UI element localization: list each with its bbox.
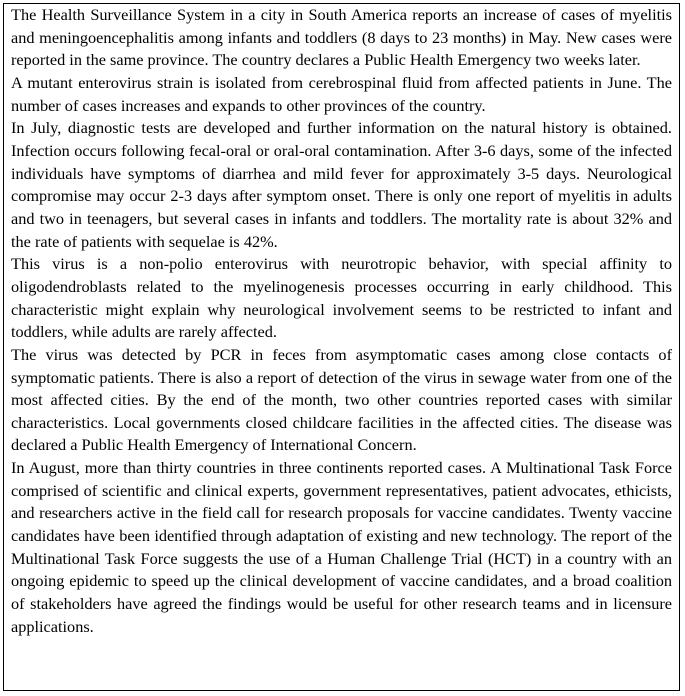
paragraph-virus-characteristics: This virus is a non-polio enterovirus with neurotropic behavior, with special affinity to oligodendroblasts related to the myelinogenesis processes occurring in early childhood. This characteristic might explain why neurological involvement seems to be restricted to infant and toddlers, while adults are rarely affected.	[11, 254, 672, 342]
paragraph-may-outbreak: The Health Surveillance System in a city in South America reports an increase of cases of myelitis and meningoencephalitis among infants and toddlers (8 days to 23 months) in May. New cases were reported in the same province. The country declares a Public Health Emergency two weeks later.	[11, 5, 672, 70]
scenario-text-box	[3, 3, 680, 691]
paragraph-pcr-detection: The virus was detected by PCR in feces from asymptomatic cases among close contacts of symptomatic patients. There is also a report of detection of the virus in sewage water from one of the most affected cities. By the end of the month, two other countries reported cases with similar characteristics. Local governments closed childcare facilities in the affected cities. The disease was declared a Public Health Emergency of International Concern.	[11, 344, 672, 455]
paragraph-june-strain: A mutant enterovirus strain is isolated from cerebrospinal fluid from affected patients in June. The number of cases increases and expands to other provinces of the country.	[11, 72, 672, 115]
paragraph-august-task-force: In August, more than thirty countries in three continents reported cases. A Multinational Task Force comprised of scientific and clinical experts, government representatives, patient advocates, ethicists, and researchers active in the field call for research proposals for vaccine candidates. Twenty vaccine candidates have been identified through adaptation of existing and new technology. The report of the Multinational Task Force suggests the use of a Human Challenge Trial (HCT) in a country with an ongoing epidemic to speed up the clinical development of vaccine candidates, and a broad coalition of stakeholders have agreed the findings would be useful for other research teams and in licensure applications.	[11, 458, 672, 636]
paragraph-july-natural-history: In July, diagnostic tests are developed and further information on the natural history is obtained. Infection occurs following fecal-oral or oral-oral contamination. After 3-6 days, some of the infected individuals have symptoms of diarrhea and mild fever for approximately 3-5 days. Neurological compromise may occur 2-3 days after symptom onset. There is only one report of myelitis in adults and two in teenagers, but several cases in infants and toddlers. The mortality rate is about 32% and the rate of patients with sequelae is 42%.	[11, 118, 672, 251]
